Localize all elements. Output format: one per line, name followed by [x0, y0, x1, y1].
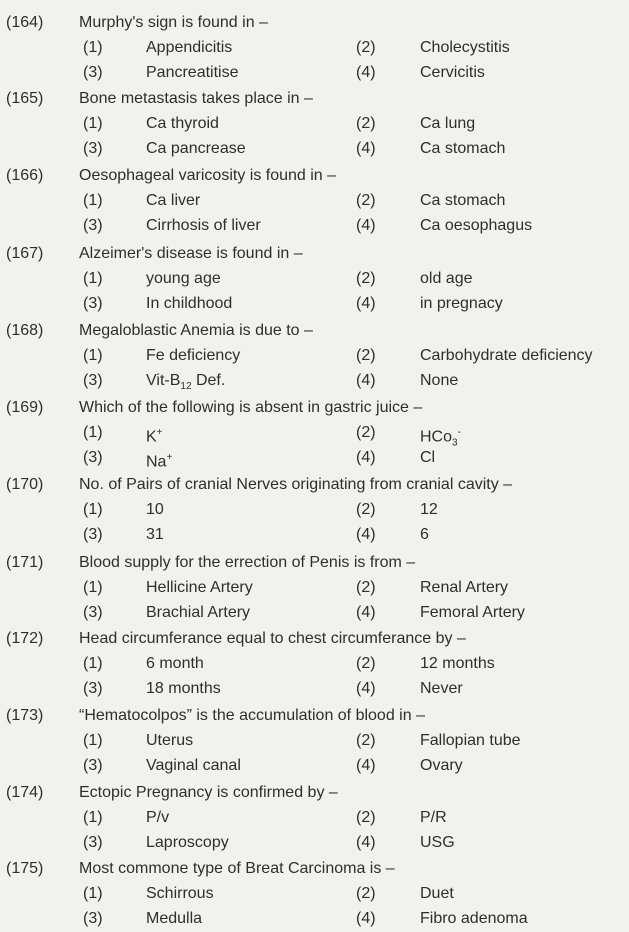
- option-text: young age: [146, 270, 221, 287]
- option-text: 10: [146, 501, 164, 518]
- question-number: (175): [6, 860, 44, 877]
- option-row: [0, 293, 629, 317]
- option-number: (4): [356, 372, 376, 389]
- option-number: (1): [83, 192, 103, 209]
- option-row: [0, 755, 629, 779]
- option-row: [0, 602, 629, 626]
- option-text: Cholecystitis: [420, 39, 510, 56]
- question-text: Oesophageal varicosity is found in –: [79, 167, 337, 184]
- question-number: (173): [6, 707, 44, 724]
- option-number: (4): [356, 526, 376, 543]
- option-row: [0, 908, 629, 932]
- option-number: (2): [356, 347, 376, 364]
- option-text: Fe deficiency: [146, 347, 241, 364]
- question-168: [0, 320, 629, 392]
- option-number: (4): [356, 757, 376, 774]
- option-number: (1): [83, 424, 103, 441]
- question-text: Murphy's sign is found in –: [79, 14, 268, 31]
- option-number: (4): [356, 834, 376, 851]
- option-text-main: HCo: [420, 428, 453, 446]
- option-text: Ca thyroid: [146, 115, 219, 132]
- option-text: [146, 422, 163, 448]
- option-text: Cirrhosis of liver: [146, 217, 261, 234]
- option-number: (2): [356, 39, 376, 56]
- option-row: [0, 190, 629, 214]
- option-row: [0, 268, 629, 292]
- superscript: -: [457, 427, 461, 438]
- question-169: [0, 397, 629, 469]
- option-row: [0, 524, 629, 548]
- question-172: [0, 628, 629, 700]
- option-number: (2): [356, 192, 376, 209]
- option-row: [0, 37, 629, 61]
- question-164: [0, 12, 629, 84]
- option-text: Pancreatitise: [146, 64, 239, 81]
- option-number: (2): [356, 115, 376, 132]
- option-text: Ca liver: [146, 192, 201, 209]
- question-167: [0, 243, 629, 315]
- option-number: (1): [83, 579, 103, 596]
- option-text: Cervicitis: [420, 64, 485, 81]
- option-number: (3): [83, 372, 103, 389]
- question-number: (165): [6, 90, 44, 107]
- superscript: +: [166, 452, 173, 463]
- option-text: Duet: [420, 885, 454, 902]
- question-170: [0, 474, 629, 546]
- option-text: Fallopian tube: [420, 732, 521, 749]
- option-number: (4): [356, 680, 376, 697]
- option-text-main: Vit-B: [146, 372, 181, 389]
- option-number: (4): [356, 140, 376, 157]
- subscript: 3: [452, 437, 458, 449]
- option-row: [0, 422, 629, 449]
- option-text: Appendicitis: [146, 39, 233, 56]
- option-number: (1): [83, 809, 103, 826]
- option-number: (1): [83, 732, 103, 749]
- option-row: [0, 215, 629, 239]
- option-text: 18 months: [146, 680, 221, 697]
- option-text: 12: [420, 501, 438, 518]
- question-text: Head circumferance equal to chest circumferance by –: [79, 630, 466, 647]
- option-row: [0, 577, 629, 601]
- option-number: (3): [83, 604, 103, 621]
- option-number: (3): [83, 834, 103, 851]
- option-number: (3): [83, 295, 103, 312]
- option-number: (4): [356, 64, 376, 81]
- option-text: 6: [420, 526, 429, 543]
- option-row: [0, 678, 629, 702]
- option-row: [0, 345, 629, 369]
- question-text: Alzeimer's disease is found in –: [79, 245, 303, 262]
- option-number: (2): [356, 270, 376, 287]
- option-number: (2): [356, 501, 376, 518]
- question-text: “Hematocolpos” is the accumulation of blood in –: [79, 707, 425, 724]
- option-text: Ca pancrease: [146, 140, 246, 157]
- option-text: 12 months: [420, 655, 495, 672]
- option-text: Femoral Artery: [420, 604, 525, 621]
- option-row: [0, 730, 629, 754]
- option-text: Schirrous: [146, 885, 214, 902]
- option-number: (4): [356, 295, 376, 312]
- option-text: Never: [420, 680, 463, 697]
- question-174: [0, 782, 629, 854]
- option-text: Cl: [420, 449, 436, 466]
- option-text: Ca oesophagus: [420, 217, 533, 234]
- option-row: [0, 807, 629, 831]
- question-text: Megaloblastic Anemia is due to –: [79, 322, 313, 339]
- option-text: Renal Artery: [420, 579, 509, 596]
- option-text-main: Na: [146, 453, 167, 471]
- option-text: Medulla: [146, 910, 203, 927]
- question-text: No. of Pairs of cranial Nerves originating from cranial cavity –: [79, 476, 513, 493]
- question-text: Which of the following is absent in gastric juice –: [79, 399, 423, 416]
- option-text-main: K: [146, 428, 157, 446]
- option-number: (2): [356, 732, 376, 749]
- option-number: (1): [83, 655, 103, 672]
- option-number: (4): [356, 910, 376, 927]
- option-text: in pregnacy: [420, 295, 503, 312]
- option-number: (1): [83, 885, 103, 902]
- option-text: Ovary: [420, 757, 463, 774]
- option-number: (2): [356, 655, 376, 672]
- question-173: [0, 705, 629, 777]
- option-row: [0, 653, 629, 677]
- option-text: Fibro adenoma: [420, 910, 528, 927]
- question-165: [0, 88, 629, 160]
- option-number: (3): [83, 217, 103, 234]
- question-number: (171): [6, 554, 44, 571]
- question-number: (170): [6, 476, 44, 493]
- option-text: P/v: [146, 809, 170, 826]
- question-text: Blood supply for the errection of Penis is from –: [79, 554, 416, 571]
- question-text: Ectopic Pregnancy is confirmed by –: [79, 784, 338, 801]
- option-row: [0, 62, 629, 86]
- question-number: (172): [6, 630, 44, 647]
- question-text: Most commone type of Breat Carcinoma is –: [79, 860, 395, 877]
- superscript: +: [156, 427, 163, 438]
- option-row: [0, 499, 629, 523]
- question-171: [0, 552, 629, 624]
- option-text: old age: [420, 270, 473, 287]
- option-row: [0, 832, 629, 856]
- question-number: (168): [6, 322, 44, 339]
- option-number: (4): [356, 449, 376, 466]
- option-text: USG: [420, 834, 455, 851]
- option-number: (3): [83, 526, 103, 543]
- option-number: (3): [83, 449, 103, 466]
- option-number: (1): [83, 115, 103, 132]
- option-text: Ca stomach: [420, 192, 506, 209]
- option-number: (1): [83, 347, 103, 364]
- question-number: (169): [6, 399, 44, 416]
- question-number: (167): [6, 245, 44, 262]
- question-166: [0, 165, 629, 237]
- question-175: [0, 858, 629, 930]
- option-text: Vaginal canal: [146, 757, 241, 774]
- option-number: (1): [83, 39, 103, 56]
- option-row: [0, 370, 629, 394]
- option-text: Hellicine Artery: [146, 579, 253, 596]
- option-number: (3): [83, 910, 103, 927]
- option-number: (2): [356, 424, 376, 441]
- option-text: Brachial Artery: [146, 604, 251, 621]
- option-number: (2): [356, 579, 376, 596]
- option-text-tail: Def.: [191, 372, 226, 389]
- option-text: 31: [146, 526, 164, 543]
- option-number: (4): [356, 217, 376, 234]
- option-number: (3): [83, 757, 103, 774]
- question-number: (174): [6, 784, 44, 801]
- option-row: [0, 447, 629, 471]
- option-text: Ca lung: [420, 115, 476, 132]
- option-row: [0, 883, 629, 907]
- option-number: (3): [83, 64, 103, 81]
- option-number: (3): [83, 140, 103, 157]
- option-text: Laproscopy: [146, 834, 229, 851]
- option-number: (4): [356, 604, 376, 621]
- option-number: (2): [356, 809, 376, 826]
- option-row: [0, 138, 629, 162]
- option-text: Uterus: [146, 732, 194, 749]
- question-text: Bone metastasis takes place in –: [79, 90, 313, 107]
- option-text: Ca stomach: [420, 140, 506, 157]
- option-text: 6 month: [146, 655, 204, 672]
- option-number: (2): [356, 885, 376, 902]
- option-text: Carbohydrate deficiency: [420, 347, 593, 364]
- option-text: None: [420, 372, 459, 389]
- option-row: [0, 113, 629, 137]
- option-number: (1): [83, 270, 103, 287]
- option-text: [146, 370, 225, 398]
- option-text: In childhood: [146, 295, 233, 312]
- question-number: (166): [6, 167, 44, 184]
- question-number: (164): [6, 14, 44, 31]
- option-number: (1): [83, 501, 103, 518]
- option-text: [146, 447, 172, 473]
- option-number: (3): [83, 680, 103, 697]
- option-text: P/R: [420, 809, 447, 826]
- subscript: 12: [180, 381, 192, 393]
